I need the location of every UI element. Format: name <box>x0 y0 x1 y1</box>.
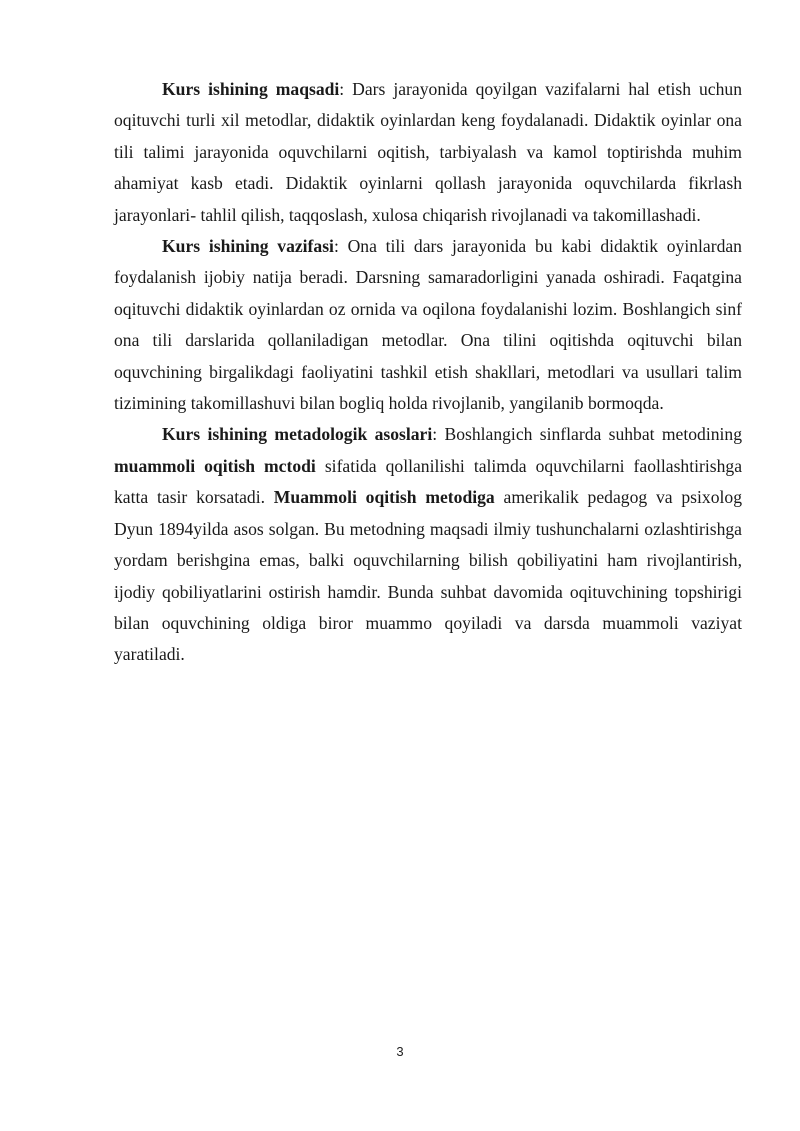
paragraph-asoslari-text-2: sifatida qollanilishi talimda oquvchilarni faollashtirishga katta tasir korsatadi. <box>114 455 743 508</box>
bold-term-muammoli-oqitish-metodiga: Muammoli oqitish metodiga <box>273 487 495 508</box>
heading-maqsadi: Kurs ishining maqsadi <box>162 79 340 99</box>
paragraph-maqsadi <box>114 74 742 231</box>
page-number: 3 <box>396 1044 404 1059</box>
paragraph-vazifasi-text: : Ona tili dars jarayonida bu kabi didaktik oyinlardan foydalanish ijobiy natija beradi. Darsning samaradorligini yanada oshiradi. Faqatgina oqituvchi didaktik oyinlardan oz ornida va oqilona foydalanishi lozim. Boshlangich sinf ona tili darslarida qollaniladigan metodlar. Ona tilini oqitishda oqituvchi bilan oquvchining birgalikdagi faoliyatini tashkil etish shakllari, metodlari va usullari talim tizimining takomillashuvi bilan bogliq holda rivojlanib, yangilanib bormoqda. <box>114 236 742 414</box>
paragraph-asoslari-text-1: : Boshlangich sinflarda suhbat metodining <box>432 424 742 445</box>
paragraph-asoslari-text-3: amerikalik pedagog va psixolog Dyun 1894yilda asos solgan. Bu metodning maqsadi ilmiy tushunchalarni ozlashtirishga yordam berishgina emas, balki oquvchilarning bilish qobiliyatini ham rivojlantirish, ijodiy qobiliyatlarini ostirish hamdir. Bunda suhbat davomida oqituvchining topshirigi bilan oquvchining oldiga biror muammo qoyiladi va darsda muammoli vaziyat yaratiladi. <box>114 487 742 665</box>
heading-vazifasi: Kurs ishining vazifasi <box>162 236 334 257</box>
document-page <box>114 74 742 671</box>
heading-asoslari: Kurs ishining metadologik asoslari <box>162 424 433 445</box>
paragraph-vazifasi <box>114 231 742 419</box>
paragraph-asoslari <box>114 419 742 670</box>
bold-term-muammoli-oqitish-mctodi: muammoli oqitish mctodi <box>114 455 316 476</box>
paragraph-maqsadi-text: : Dars jarayonida qoyilgan vazifalarni hal etish uchun oqituvchi turli xil metodlar, didaktik oyinlardan keng foydalanadi. Didaktik oyinlar ona tili talimi jarayonida oquvchilarni oqitish, tarbiyalash va kamol toptirishda muhim ahamiyat kasb etadi. Didaktik oyinlarni qollash jarayonida oquvchilarda fikrlash jarayonlari- tahlil qilish, taqqoslash, xulosa chiqarish rivojlanadi va takomillashadi. <box>114 79 742 225</box>
